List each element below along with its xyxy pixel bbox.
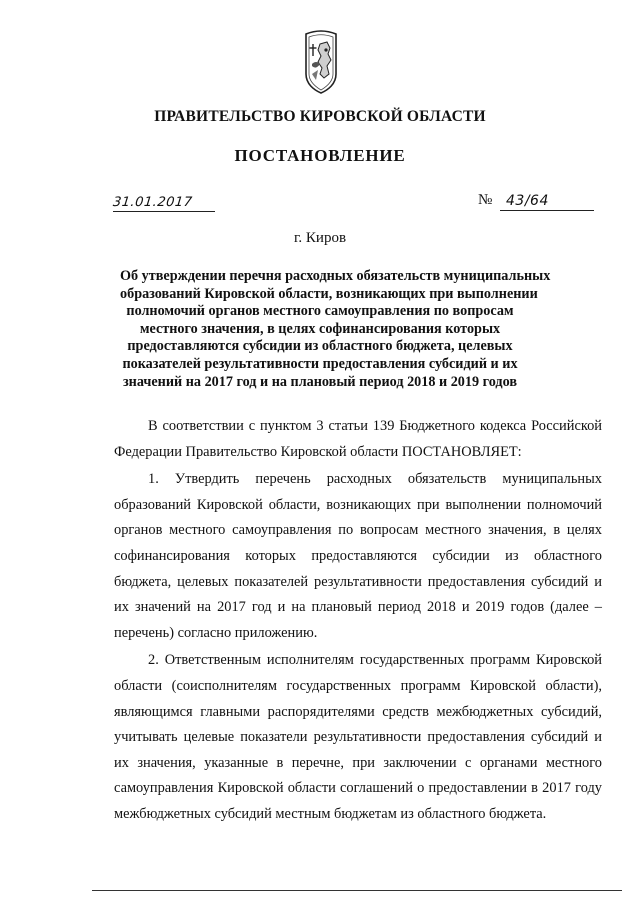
title-line: полномочий органов местного самоуправления по вопросам — [126, 303, 514, 320]
organization-name: ПРАВИТЕЛЬСТВО КИРОВСКОЙ ОБЛАСТИ — [154, 108, 486, 125]
bottom-divider — [92, 890, 622, 891]
title-line: значений на 2017 год и на плановый период 2018 и 2019 годов — [122, 373, 517, 390]
document-type: ПОСТАНОВЛЕНИЕ — [234, 146, 406, 165]
title-line: местного значения, в целях софинансирования которых — [139, 320, 501, 337]
number-field — [478, 190, 594, 212]
document-title — [120, 268, 551, 391]
clause-2-paragraph: 2. Ответственным исполнителям государственных программ Кировской области (соисполнителям государственных программ Кировской области), являющимся главными распорядителями средств межбюджетных субсидий, учитывать целевые показатели результативности предоставления субсидий и их значения, указанные в перечне, при заключении с органами местного самоуправления Кировской области соглашений о предоставлении в 2017 году межбюджетных субсидий местным бюджетам из областного бюджета. — [114, 652, 602, 822]
title-line: показателей результативности предоставления субсидий и их — [122, 355, 518, 372]
clause-1-paragraph: 1. Утвердить перечень расходных обязательств муниципальных образований Кировской области, возникающих при выполнении полномочий органов местного самоуправления по вопросам местного значения, в целях софинансирования которых предоставляются субсидии из областного бюджета, целевых показателей результативности предоставления субсидий и их значений на 2017 год и на плановый период 2018 и 2019 годов (далее – перечень) согласно приложению. — [114, 471, 602, 641]
number-underline — [500, 190, 594, 211]
title-line: предоставляются субсидии из областного бюджета, целевых — [127, 338, 513, 355]
kirov-coat-of-arms-icon — [300, 30, 342, 94]
date-field — [113, 193, 215, 212]
title-line: образований Кировской области, возникающих при выполнении — [120, 285, 538, 302]
document-number: 43/64 — [506, 193, 549, 209]
title-line: Об утверждении перечня расходных обязательств муниципальных — [120, 268, 551, 284]
document-body — [114, 414, 602, 828]
document-date: 31.01.2017 — [112, 195, 194, 210]
preamble-paragraph: В соответствии с пунктом 3 статьи 139 Бюджетного кодекса Российской Федерации Правительство Кировской области ПОСТАНОВЛЯЕТ: — [114, 418, 602, 460]
number-sign: № — [478, 192, 493, 208]
city-line: г. Киров — [293, 230, 347, 246]
